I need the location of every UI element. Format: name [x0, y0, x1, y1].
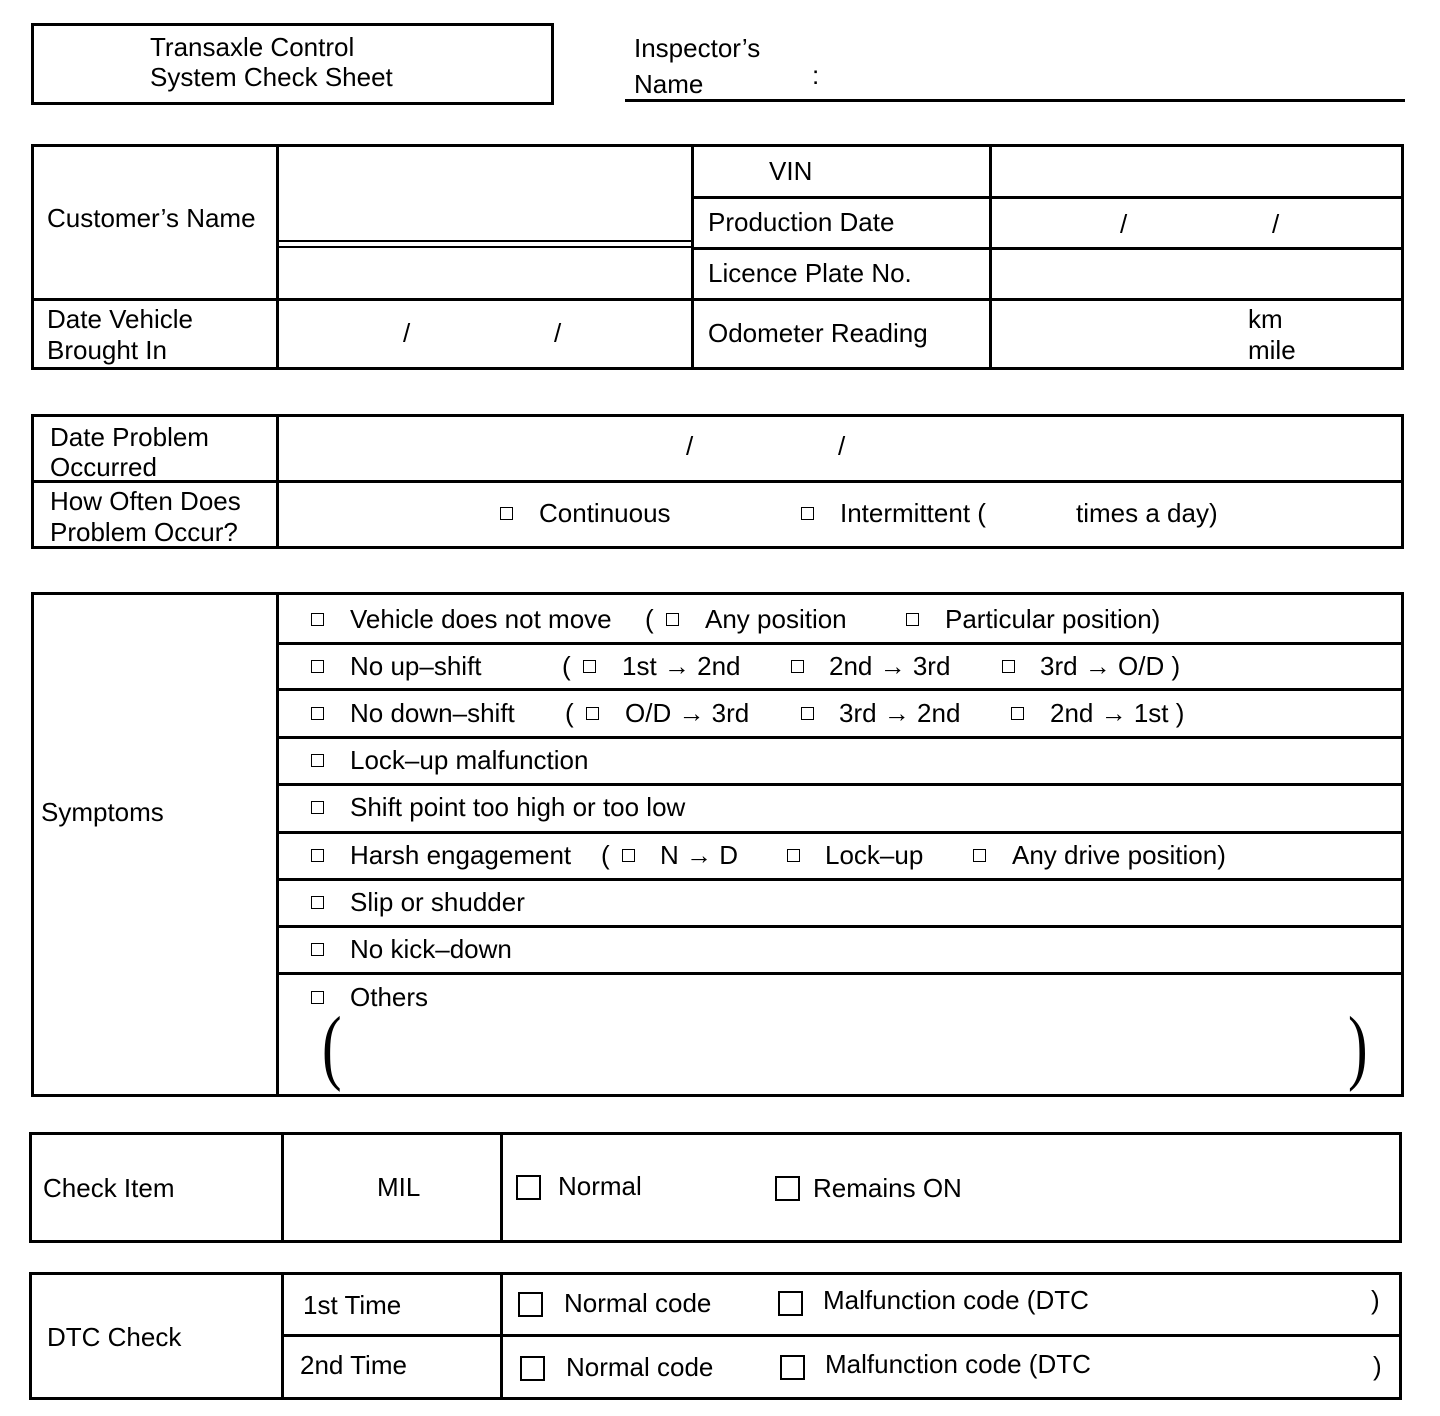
symptom-row-slip-or-shudder [0, 887, 1440, 917]
harsh-n-d-checkbox[interactable] [622, 849, 635, 862]
divider [276, 642, 1404, 645]
divider [276, 688, 1404, 691]
divider [276, 246, 691, 248]
slip-or-shudder-label: Slip or shudder [350, 887, 525, 917]
how-often-label-line-1: How Often Does [50, 486, 241, 516]
symptom-row-others [0, 982, 1440, 1012]
harsh-engagement-label: Harsh engagement [350, 840, 572, 870]
slip-or-shudder-checkbox[interactable] [311, 896, 324, 909]
date-brought-in-label-line-2: Brought In [47, 335, 167, 365]
down-shift-2nd-1st-checkbox[interactable] [1011, 707, 1024, 720]
particular-position-checkbox[interactable] [906, 613, 919, 626]
harsh-engagement-checkbox[interactable] [311, 849, 324, 862]
licence-plate-field[interactable] [993, 251, 1401, 296]
mil-label: MIL [377, 1172, 421, 1202]
dtc-second-time-label: 2nd Time [300, 1350, 407, 1380]
up-shift-3rd-od-checkbox[interactable] [1002, 660, 1015, 673]
date-brought-in-label-line-1: Date Vehicle [47, 304, 193, 334]
symptom-row-shift-point [0, 792, 1440, 822]
dtc-first-normal-checkbox[interactable] [518, 1292, 543, 1317]
up-shift-1st-2nd-checkbox[interactable] [583, 660, 596, 673]
divider [276, 925, 1404, 928]
mil-remains-on-label: Remains ON [813, 1173, 962, 1203]
harsh-lock-up-checkbox[interactable] [787, 849, 800, 862]
others-field[interactable] [360, 1015, 1340, 1085]
vehicle-does-not-move-checkbox[interactable] [311, 613, 324, 626]
symptom-row-lock-up-malfunction [0, 745, 1440, 775]
any-position-label: Any position [705, 604, 847, 634]
inspector-colon: : [812, 60, 820, 90]
harsh-n-d-label: N → D [660, 840, 738, 870]
no-down-shift-checkbox[interactable] [311, 707, 324, 720]
customer-name-label: Customer’s Name [47, 203, 256, 233]
others-open-paren: ( [322, 1000, 342, 1093]
down-shift-3rd-2nd-label: 3rd → 2nd [839, 698, 961, 728]
dtc-first-close-paren: ) [1371, 1285, 1380, 1315]
mil-normal-label: Normal [558, 1171, 642, 1201]
symptom-row-harsh-engagement [0, 840, 1440, 870]
dtc-first-malfunction-label: Malfunction code (DTC [823, 1285, 1089, 1315]
date-problem-label-line-2: Occurred [50, 452, 157, 482]
up-shift-1st-2nd-label: 1st → 2nd [622, 651, 741, 681]
vin-label: VIN [769, 156, 813, 186]
symptom-row-no-down-shift [0, 698, 1440, 728]
dtc-second-normal-label: Normal code [566, 1352, 714, 1382]
symptom-row-no-up-shift [0, 651, 1440, 681]
continuous-label: Continuous [539, 498, 671, 528]
divider [276, 240, 691, 242]
divider [276, 783, 1404, 786]
lock-up-malfunction-checkbox[interactable] [311, 754, 324, 767]
mil-remains-on-checkbox[interactable] [775, 1176, 800, 1201]
title-line-2: System Check Sheet [150, 62, 393, 92]
divider [276, 831, 1404, 834]
production-date-label: Production Date [708, 207, 895, 237]
open-paren: ( [601, 840, 610, 870]
dtc-second-normal-checkbox[interactable] [520, 1356, 545, 1381]
symptom-row-no-kick-down [0, 934, 1440, 964]
no-kick-down-label: No kick–down [350, 934, 512, 964]
odometer-unit-mile: mile [1248, 335, 1296, 365]
divider [281, 1334, 1402, 1337]
divider [691, 144, 694, 370]
no-up-shift-checkbox[interactable] [311, 660, 324, 673]
symptom-row-vehicle-does-not-move [0, 604, 1440, 634]
any-position-checkbox[interactable] [666, 613, 679, 626]
odometer-unit-km: km [1248, 304, 1283, 334]
no-kick-down-checkbox[interactable] [311, 943, 324, 956]
date-brought-in-slash-2: / [554, 318, 562, 348]
vehicle-does-not-move-label: Vehicle does not move [350, 604, 612, 634]
down-shift-3rd-2nd-checkbox[interactable] [801, 707, 814, 720]
date-brought-in-slash-1: / [403, 318, 411, 348]
date-problem-slash-2: / [838, 431, 846, 461]
inspector-label-line-2: Name [634, 69, 704, 99]
dtc-second-malfunction-label: Malfunction code (DTC [825, 1349, 1091, 1379]
how-often-options [0, 498, 1440, 528]
up-shift-3rd-od-label: 3rd → O/D ) [1040, 651, 1181, 681]
mil-normal-checkbox[interactable] [516, 1175, 541, 1200]
production-date-slash-2: / [1272, 209, 1280, 239]
dtc-first-normal-label: Normal code [564, 1288, 712, 1318]
divider [31, 480, 1404, 483]
up-shift-2nd-3rd-checkbox[interactable] [791, 660, 804, 673]
open-paren: ( [562, 651, 571, 681]
times-a-day-label: times a day) [1076, 498, 1218, 528]
title-line-1: Transaxle Control [150, 32, 355, 62]
continuous-checkbox[interactable] [500, 507, 513, 520]
date-problem-label-line-1: Date Problem [50, 422, 209, 452]
check-item-label: Check Item [43, 1173, 175, 1203]
symptoms-label: Symptoms [41, 797, 164, 827]
no-up-shift-label: No up–shift [350, 651, 482, 681]
divider [281, 1132, 284, 1243]
dtc-check-label: DTC Check [47, 1322, 182, 1352]
particular-position-label: Particular position) [945, 604, 1161, 634]
lock-up-malfunction-label: Lock–up malfunction [350, 745, 589, 775]
shift-point-label: Shift point too high or too low [350, 792, 686, 822]
shift-point-checkbox[interactable] [311, 801, 324, 814]
down-shift-od-3rd-label: O/D → 3rd [625, 698, 750, 728]
harsh-any-drive-checkbox[interactable] [973, 849, 986, 862]
customer-name-field[interactable] [280, 148, 689, 238]
dtc-second-close-paren: ) [1373, 1351, 1382, 1381]
harsh-lock-up-label: Lock–up [825, 840, 924, 870]
intermittent-checkbox[interactable] [801, 507, 814, 520]
licence-plate-label: Licence Plate No. [708, 258, 912, 288]
divider [276, 736, 1404, 739]
down-shift-2nd-1st-label: 2nd → 1st ) [1050, 698, 1185, 728]
divider [989, 144, 992, 370]
harsh-any-drive-label: Any drive position) [1012, 840, 1226, 870]
date-problem-slash-1: / [686, 431, 694, 461]
inspector-name-field[interactable] [625, 99, 1405, 102]
intermittent-label: Intermittent ( [840, 498, 986, 528]
check-item-table [29, 1132, 1402, 1243]
inspector-label-line-1: Inspector’s [634, 33, 761, 63]
vin-field[interactable] [993, 148, 1401, 194]
open-paren: ( [565, 698, 574, 728]
open-paren: ( [645, 604, 654, 634]
production-date-slash-1: / [1120, 209, 1128, 239]
dtc-second-code-field[interactable] [1112, 1346, 1367, 1386]
no-down-shift-label: No down–shift [350, 698, 515, 728]
divider [276, 878, 1404, 881]
dtc-second-malfunction-checkbox[interactable] [780, 1355, 805, 1380]
dtc-first-time-label: 1st Time [303, 1290, 402, 1320]
divider [276, 972, 1404, 975]
dtc-first-malfunction-checkbox[interactable] [778, 1291, 803, 1316]
divider [31, 298, 1404, 301]
others-label: Others [350, 982, 429, 1012]
customer-name-field-2[interactable] [280, 250, 689, 296]
others-close-paren: ) [1348, 1000, 1368, 1093]
odometer-label: Odometer Reading [708, 318, 928, 348]
dtc-first-code-field[interactable] [1110, 1282, 1365, 1322]
divider [691, 247, 1404, 250]
divider [691, 196, 1404, 199]
how-often-label-line-2: Problem Occur? [50, 517, 238, 547]
down-shift-od-3rd-checkbox[interactable] [586, 707, 599, 720]
up-shift-2nd-3rd-label: 2nd → 3rd [829, 651, 951, 681]
divider [276, 144, 279, 370]
divider [500, 1132, 503, 1243]
